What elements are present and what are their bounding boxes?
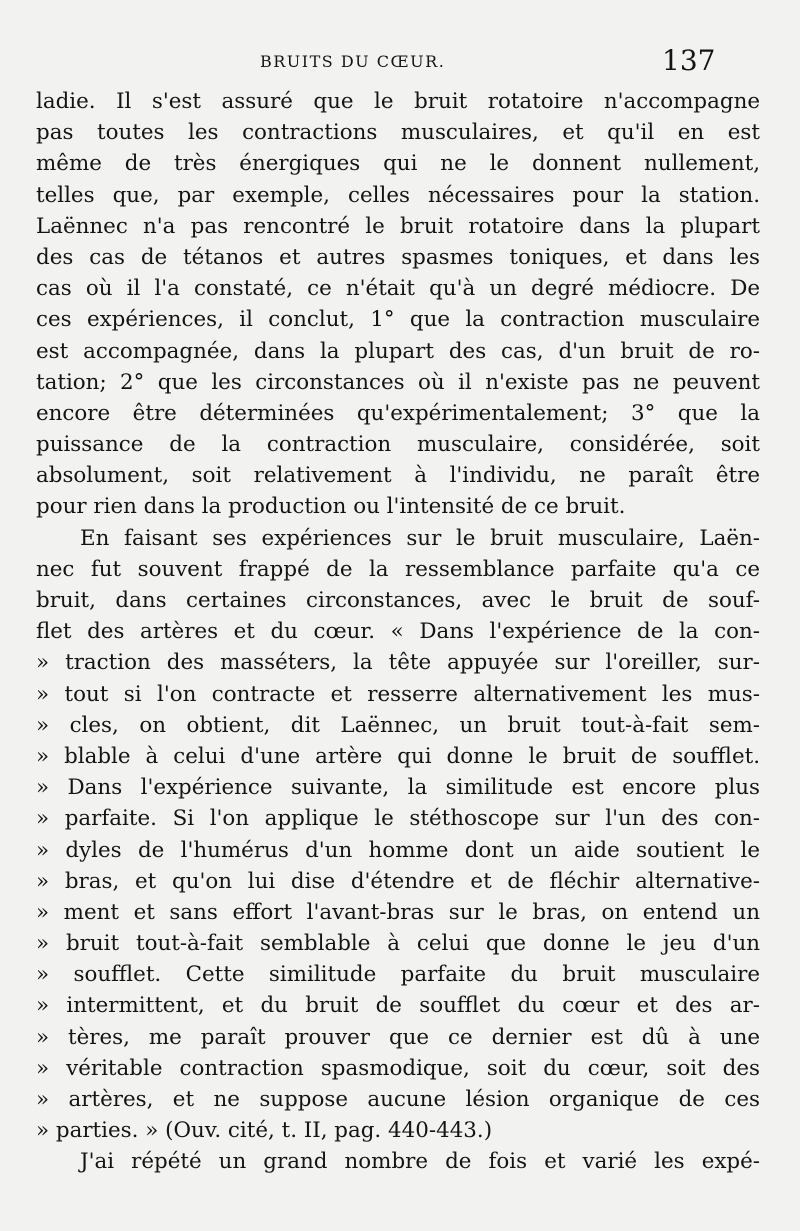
text-line: » véritable contraction spasmodique, soit du cœur, soit des xyxy=(36,1055,760,1081)
text-line: est accompagnée, dans la plupart des cas, d'un bruit de ro- xyxy=(36,338,760,364)
text-line: » artères, et ne suppose aucune lésion organique de ces xyxy=(36,1087,760,1112)
text-line: cas où il l'a constaté, ce n'était qu'à un degré médiocre. De xyxy=(36,276,760,302)
text-line: encore être déterminées qu'expérimentalement; 3° que la xyxy=(36,400,760,426)
text-line: bruit, dans certaines circonstances, avec le bruit de souf- xyxy=(36,588,760,613)
page-header xyxy=(0,44,800,84)
text-line: » traction des masséters, la tête appuyée sur l'oreiller, sur- xyxy=(36,650,760,676)
text-line: ces expériences, il conclut, 1° que la contraction musculaire xyxy=(36,307,760,333)
text-line: » tout si l'on contracte et resserre alternativement les mus- xyxy=(36,681,760,707)
text-line: pas toutes les contractions musculaires, et qu'il en est xyxy=(36,120,760,146)
text-line: En faisant ses expériences sur le bruit musculaire, Laën- xyxy=(80,525,760,551)
text-line: Laënnec n'a pas rencontré le bruit rotatoire dans la plupart xyxy=(36,213,760,239)
text-line: » parties. » (Ouv. cité, t. II, pag. 440-443.) xyxy=(36,1118,493,1144)
text-line: » ment et sans effort l'avant-bras sur le bras, on entend un xyxy=(36,899,760,925)
text-line: » Dans l'expérience suivante, la similitude est encore plus xyxy=(36,775,760,801)
running-title: BRUITS DU CŒUR. xyxy=(260,52,446,71)
text-line: telles que, par exemple, celles nécessaires pour la station. xyxy=(36,182,760,208)
text-line: nec fut souvent frappé de la ressemblance parfaite qu'a ce xyxy=(36,556,760,582)
text-line: » tères, me paraît prouver que ce dernier est dû à une xyxy=(36,1024,760,1050)
text-line: » intermittent, et du bruit de soufflet du cœur et des ar- xyxy=(36,993,760,1019)
text-line: » bruit tout-à-fait semblable à celui que donne le jeu d'un xyxy=(36,931,760,957)
text-line: » blable à celui d'une artère qui donne le bruit de soufflet. xyxy=(36,743,760,769)
text-line: J'ai répété un grand nombre de fois et varié les expé- xyxy=(80,1149,760,1175)
text-line: » parfaite. Si l'on applique le stéthoscope sur l'un des con- xyxy=(36,806,760,832)
body-text xyxy=(36,86,760,1178)
text-line: absolument, soit relativement à l'individu, ne paraît être xyxy=(36,463,760,489)
text-line: tation; 2° que les circonstances où il n'existe pas ne peuvent xyxy=(36,369,760,395)
text-line: pour rien dans la production ou l'intensité de ce bruit. xyxy=(36,494,626,520)
text-line: » cles, on obtient, dit Laënnec, un bruit tout-à-fait sem- xyxy=(36,712,760,738)
text-line: ladie. Il s'est assuré que le bruit rotatoire n'accompagne xyxy=(36,89,760,114)
text-line: même de très énergiques qui ne le donnent nullement, xyxy=(36,151,760,177)
page-number: 137 xyxy=(662,44,716,77)
text-line: » dyles de l'humérus d'un homme dont un aide soutient le xyxy=(36,837,760,863)
text-line: puissance de la contraction musculaire, considérée, soit xyxy=(36,432,760,458)
text-line: » soufflet. Cette similitude parfaite du bruit musculaire xyxy=(36,962,760,988)
text-line: flet des artères et du cœur. « Dans l'expérience de la con- xyxy=(36,619,760,645)
text-line: des cas de tétanos et autres spasmes toniques, et dans les xyxy=(36,244,760,270)
text-line: » bras, et qu'on lui dise d'étendre et de fléchir alternative- xyxy=(36,868,760,894)
